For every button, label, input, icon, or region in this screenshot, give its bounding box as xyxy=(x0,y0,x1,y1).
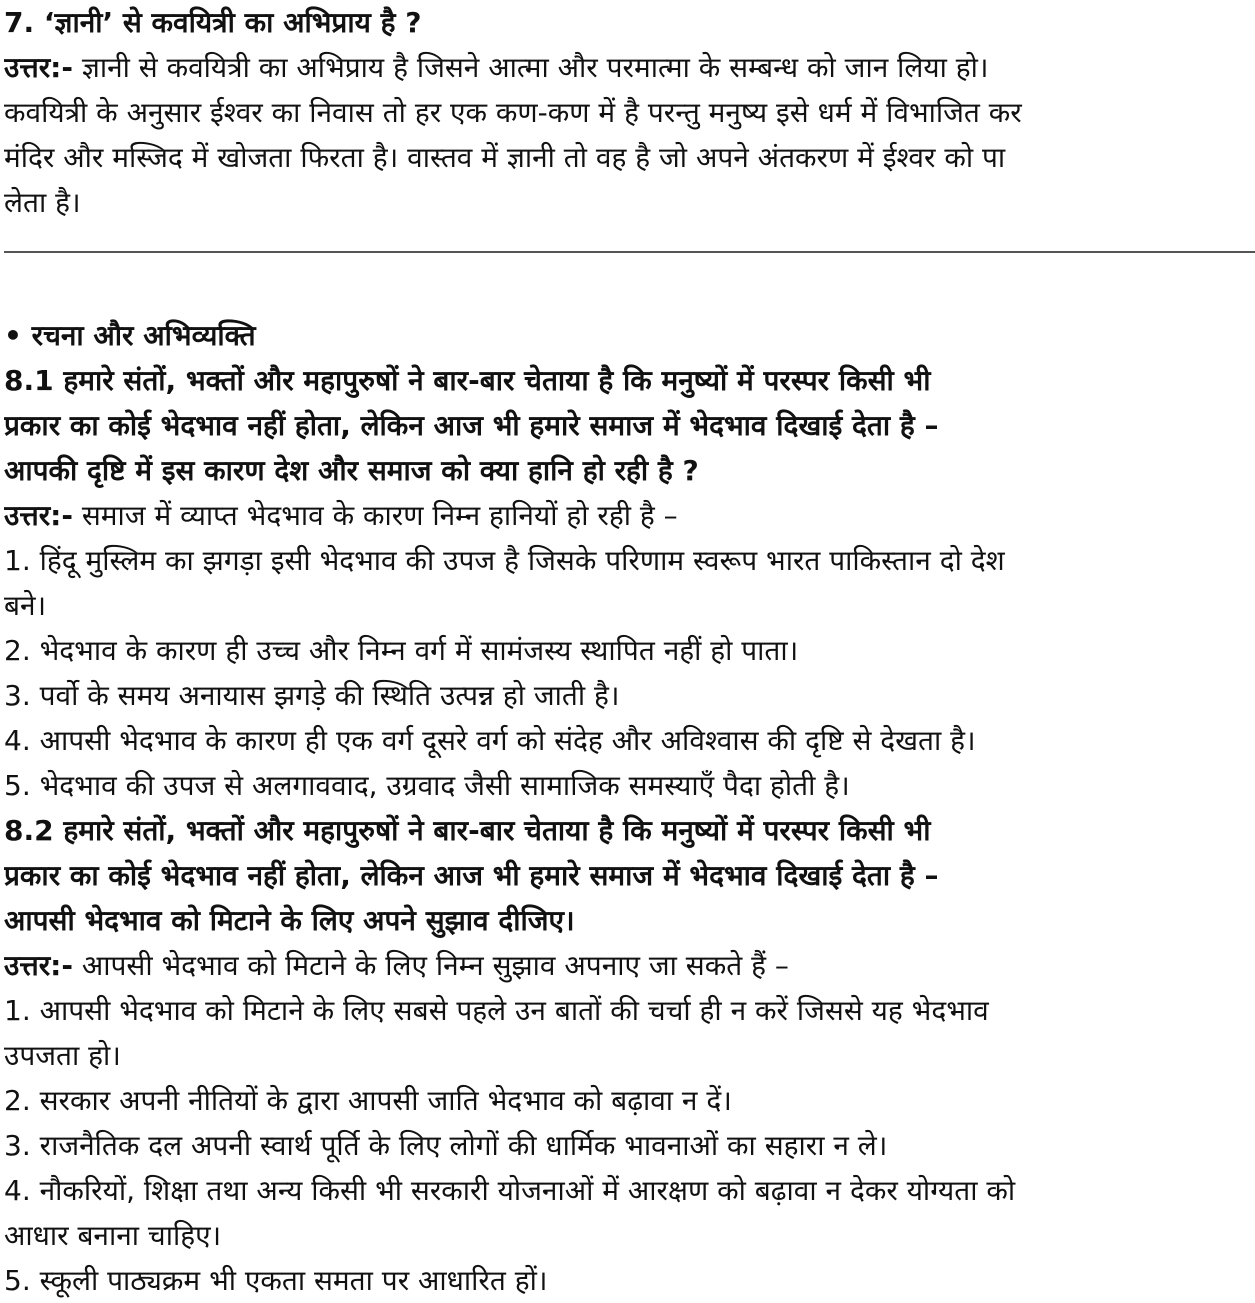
answer-text: आपसी भेदभाव को मिटाने के लिए निम्न सुझाव अपनाए जा सकते हैं – xyxy=(72,949,789,982)
answer-8-2-point: 3. राजनैतिक दल अपनी स्वार्थ पूर्ति के लिए लोगों की धार्मिक भावनाओं का सहारा न ले। xyxy=(4,1129,888,1162)
question-8-1-line-1: 8.1 हमारे संतों, भक्तों और महापुरुषों ने बार-बार चेताया है कि मनुष्यों में परस्पर किसी भी xyxy=(4,364,931,397)
answer-8-1-point: 5. भेदभाव की उपज से अलगाववाद, उग्रवाद जैसी सामाजिक समस्याएँ पैदा होती है। xyxy=(4,769,850,802)
answer-8-2-point: उपजता हो। xyxy=(4,1039,121,1072)
answer-8-2-point: 2. सरकार अपनी नीतियों के द्वारा आपसी जाति भेदभाव को बढ़ावा न दें। xyxy=(4,1084,732,1117)
spacer xyxy=(4,253,1247,313)
answer-8-1-point: 3. पर्वो के समय अनायास झगड़े की स्थिति उत्पन्न हो जाती है। xyxy=(4,679,620,712)
answer-8-2-point: 4. नौकरियों, शिक्षा तथा अन्य किसी भी सरकारी योजनाओं में आरक्षण को बढ़ावा न देकर योग्यता को xyxy=(4,1174,1016,1207)
answer-8-2-intro xyxy=(4,943,1247,988)
answer-7-line-2: कवयित्री के अनुसार ईश्वर का निवास तो हर एक कण-कण में है परन्तु मनुष्य इसे धर्म में विभाजित कर xyxy=(4,96,1022,129)
answer-text: समाज में व्याप्त भेदभाव के कारण निम्न हानियों हो रही है – xyxy=(72,499,678,532)
answer-8-2-point: आधार बनाना चाहिए। xyxy=(4,1219,222,1252)
question-8-2-line-3: आपसी भेदभाव को मिटाने के लिए अपने सुझाव दीजिए। xyxy=(4,904,575,937)
section-heading: • रचना और अभिव्यक्ति xyxy=(4,319,256,352)
answer-8-2-point: 1. आपसी भेदभाव को मिटाने के लिए सबसे पहले उन बातों की चर्चा ही न करें जिससे यह भेदभाव xyxy=(4,994,989,1027)
answer-8-1-point: बने। xyxy=(4,589,47,622)
answer-7-line-3: मंदिर और मस्जिद में खोजता फिरता है। वास्तव में ज्ञानी तो वह है जो अपने अंतकरण में ईश्वर को पा xyxy=(4,141,1006,174)
answer-label: उत्तर:- xyxy=(4,51,73,84)
answer-8-1-intro xyxy=(4,493,1247,538)
question-8-1-line-2: प्रकार का कोई भेदभाव नहीं होता, लेकिन आज भी हमारे समाज में भेदभाव दिखाई देता है – xyxy=(4,409,939,442)
question-8-2-line-2: प्रकार का कोई भेदभाव नहीं होता, लेकिन आज भी हमारे समाज में भेदभाव दिखाई देता है – xyxy=(4,859,939,892)
answer-7-line-1 xyxy=(4,45,1247,90)
answer-label: उत्तर:- xyxy=(4,949,73,982)
answer-8-1-point: 1. हिंदू मुस्लिम का झगड़ा इसी भेदभाव की उपज है जिसके परिणाम स्वरूप भारत पाकिस्तान दो देश xyxy=(4,544,1005,577)
answer-8-2-point: 5. स्कूली पाठ्यक्रम भी एकता समता पर आधारित हों। xyxy=(4,1264,548,1297)
answer-label: उत्तर:- xyxy=(4,499,73,532)
question-7: 7. ‘ज्ञानी’ से कवयित्री का अभिप्राय है ? xyxy=(4,6,422,39)
answer-8-1-point: 4. आपसी भेदभाव के कारण ही एक वर्ग दूसरे वर्ग को संदेह और अविश्वास की दृष्टि से देखता है। xyxy=(4,724,976,757)
answer-8-1-point: 2. भेदभाव के कारण ही उच्च और निम्न वर्ग में सामंजस्य स्थापित नहीं हो पाता। xyxy=(4,634,799,667)
answer-text: ज्ञानी से कवयित्री का अभिप्राय है जिसने आत्मा और परमात्मा के सम्बन्ध को जान लिया हो। xyxy=(72,51,989,84)
question-8-2-line-1: 8.2 हमारे संतों, भक्तों और महापुरुषों ने बार-बार चेताया है कि मनुष्यों में परस्पर किसी भी xyxy=(4,814,931,847)
answer-7-line-4: लेता है। xyxy=(4,186,81,219)
question-8-1-line-3: आपकी दृष्टि में इस कारण देश और समाज को क्या हानि हो रही है ? xyxy=(4,454,699,487)
